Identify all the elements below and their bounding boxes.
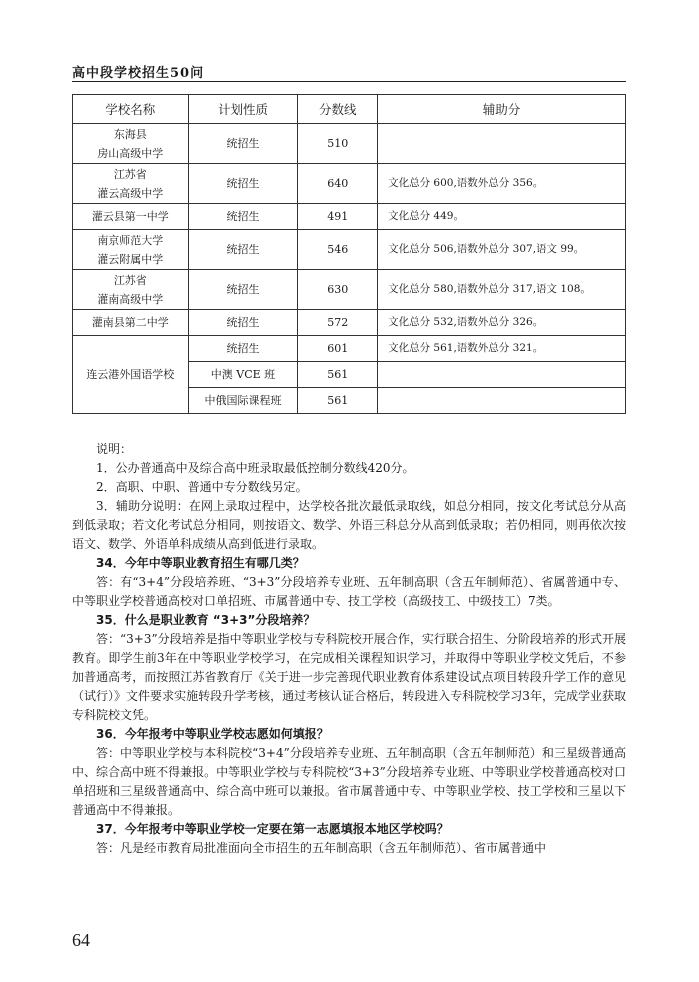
question-heading: 36．今年报考中等职业学校志愿如何填报？ [96,727,329,741]
col-header-plan: 计划性质 [188,95,298,124]
plan-type: 中俄国际课程班 [188,388,298,414]
col-header-school: 学校名称 [73,95,189,124]
note-item: 1．公办普通高中及综合高中班录取最低控制分数线420分。 [96,461,415,475]
question-heading: 35．什么是职业教育 “3+3”分段培养？ [96,613,316,627]
body-text [72,440,626,858]
score-line: 572 [298,310,378,336]
sub-score: 文化总分 600,语数外总分 356。 [378,164,626,204]
col-header-subscore: 辅助分 [378,95,626,124]
school-name: 东海县 房山高级中学 [73,124,189,164]
plan-type: 统招生 [188,310,298,336]
answer-paragraph: 答：中等职业学校与本科院校“3+4”分段培养专业班、五年制高职（含五年制师范）和三星级普通高中、综合高中班不得兼报。中等职业学校与专科院校“3+3”分段培养专业班、中等职业学校普通高校对口单招班和三星级普通高中、综合高中班可以兼报。省市属普通中专、中等职业学校、技工学校和三星以下普通高中不得兼报。 [72,746,626,817]
question-heading: 34．今年中等职业教育招生有哪几类？ [96,556,305,570]
table-header-row [73,95,626,124]
score-line: 640 [298,164,378,204]
school-name: 江苏省 灌云高级中学 [73,164,189,204]
score-line: 561 [298,388,378,414]
table-row [73,336,626,362]
sub-score [378,362,626,388]
school-name: 南京师范大学 灌云附属中学 [73,230,189,270]
notes-label: 说明： [96,442,133,456]
sub-score: 文化总分 580,语数外总分 317,语文 108。 [378,270,626,310]
school-name: 灌南县第二中学 [73,310,189,336]
plan-type: 中澳 VCE 班 [188,362,298,388]
plan-type: 统招生 [188,124,298,164]
plan-type: 统招生 [188,230,298,270]
plan-type: 统招生 [188,164,298,204]
school-name: 江苏省 灌南高级中学 [73,270,189,310]
admission-score-table [72,94,626,414]
question-heading: 37．今年报考中等职业学校一定要在第一志愿填报本地区学校吗？ [96,822,449,836]
note-item: 2．高职、中职、普通中专分数线另定。 [96,480,308,494]
table-row [73,270,626,310]
col-header-score: 分数线 [298,95,378,124]
table-row [73,204,626,230]
school-name: 灌云县第一中学 [73,204,189,230]
page-number: 64 [72,930,90,950]
score-line: 491 [298,204,378,230]
sub-score: 文化总分 449。 [378,204,626,230]
score-line: 510 [298,124,378,164]
running-header: 高中段学校招生50问 [72,66,205,81]
sub-score: 文化总分 561,语数外总分 321。 [378,336,626,362]
answer-paragraph: 答：“3+3”分段培养是指中等职业学校与专科院校开展合作，实行联合招生、分阶段培养的形式开展教育。即学生前3年在中等职业学校学习，在完成相关课程知识学习，并取得中等职业学校文凭后，不参加普通高考，而按照江苏省教育厅《关于进一步完善现代职业教育体系建设试点项目转段升学工作的意见（试行）》文件要求实施转段升学考核，通过考核认证合格后，转段进入专科院校学习3年，完成学业获取专科院校文凭。 [72,632,626,722]
plan-type: 统招生 [188,204,298,230]
school-name: 连云港外国语学校 [73,336,189,414]
plan-type: 统招生 [188,270,298,310]
score-line: 561 [298,362,378,388]
sub-score [378,388,626,414]
answer-paragraph: 答：有“3+4”分段培养班、“3+3”分段培养专业班、五年制高职（含五年制师范）、省属普通中专、中等职业学校普通高校对口单招班、市属普通中专、技工学校（高级技工、中级技工）7类。 [72,575,626,608]
table-row [73,310,626,336]
score-line: 630 [298,270,378,310]
answer-paragraph: 答：凡是经市教育局批准面向全市招生的五年制高职（含五年制师范）、省市属普通中 [96,841,547,855]
plan-type: 统招生 [188,336,298,362]
sub-score [378,124,626,164]
score-line: 601 [298,336,378,362]
sub-score: 文化总分 532,语数外总分 326。 [378,310,626,336]
header-rule [72,81,626,82]
table-row [73,124,626,164]
table-row [73,164,626,204]
table-row [73,230,626,270]
note-item: 3．辅助分说明：在网上录取过程中，达学校各批次最低录取线，如总分相同，按文化考试总分从高到低录取；若文化考试总分相同，则按语文、数学、外语三科总分从高到低录取；若仍相同，则再依次按语文、数学、外语单科成绩从高到低进行录取。 [72,499,626,551]
score-line: 546 [298,230,378,270]
sub-score: 文化总分 506,语数外总分 307,语文 99。 [378,230,626,270]
